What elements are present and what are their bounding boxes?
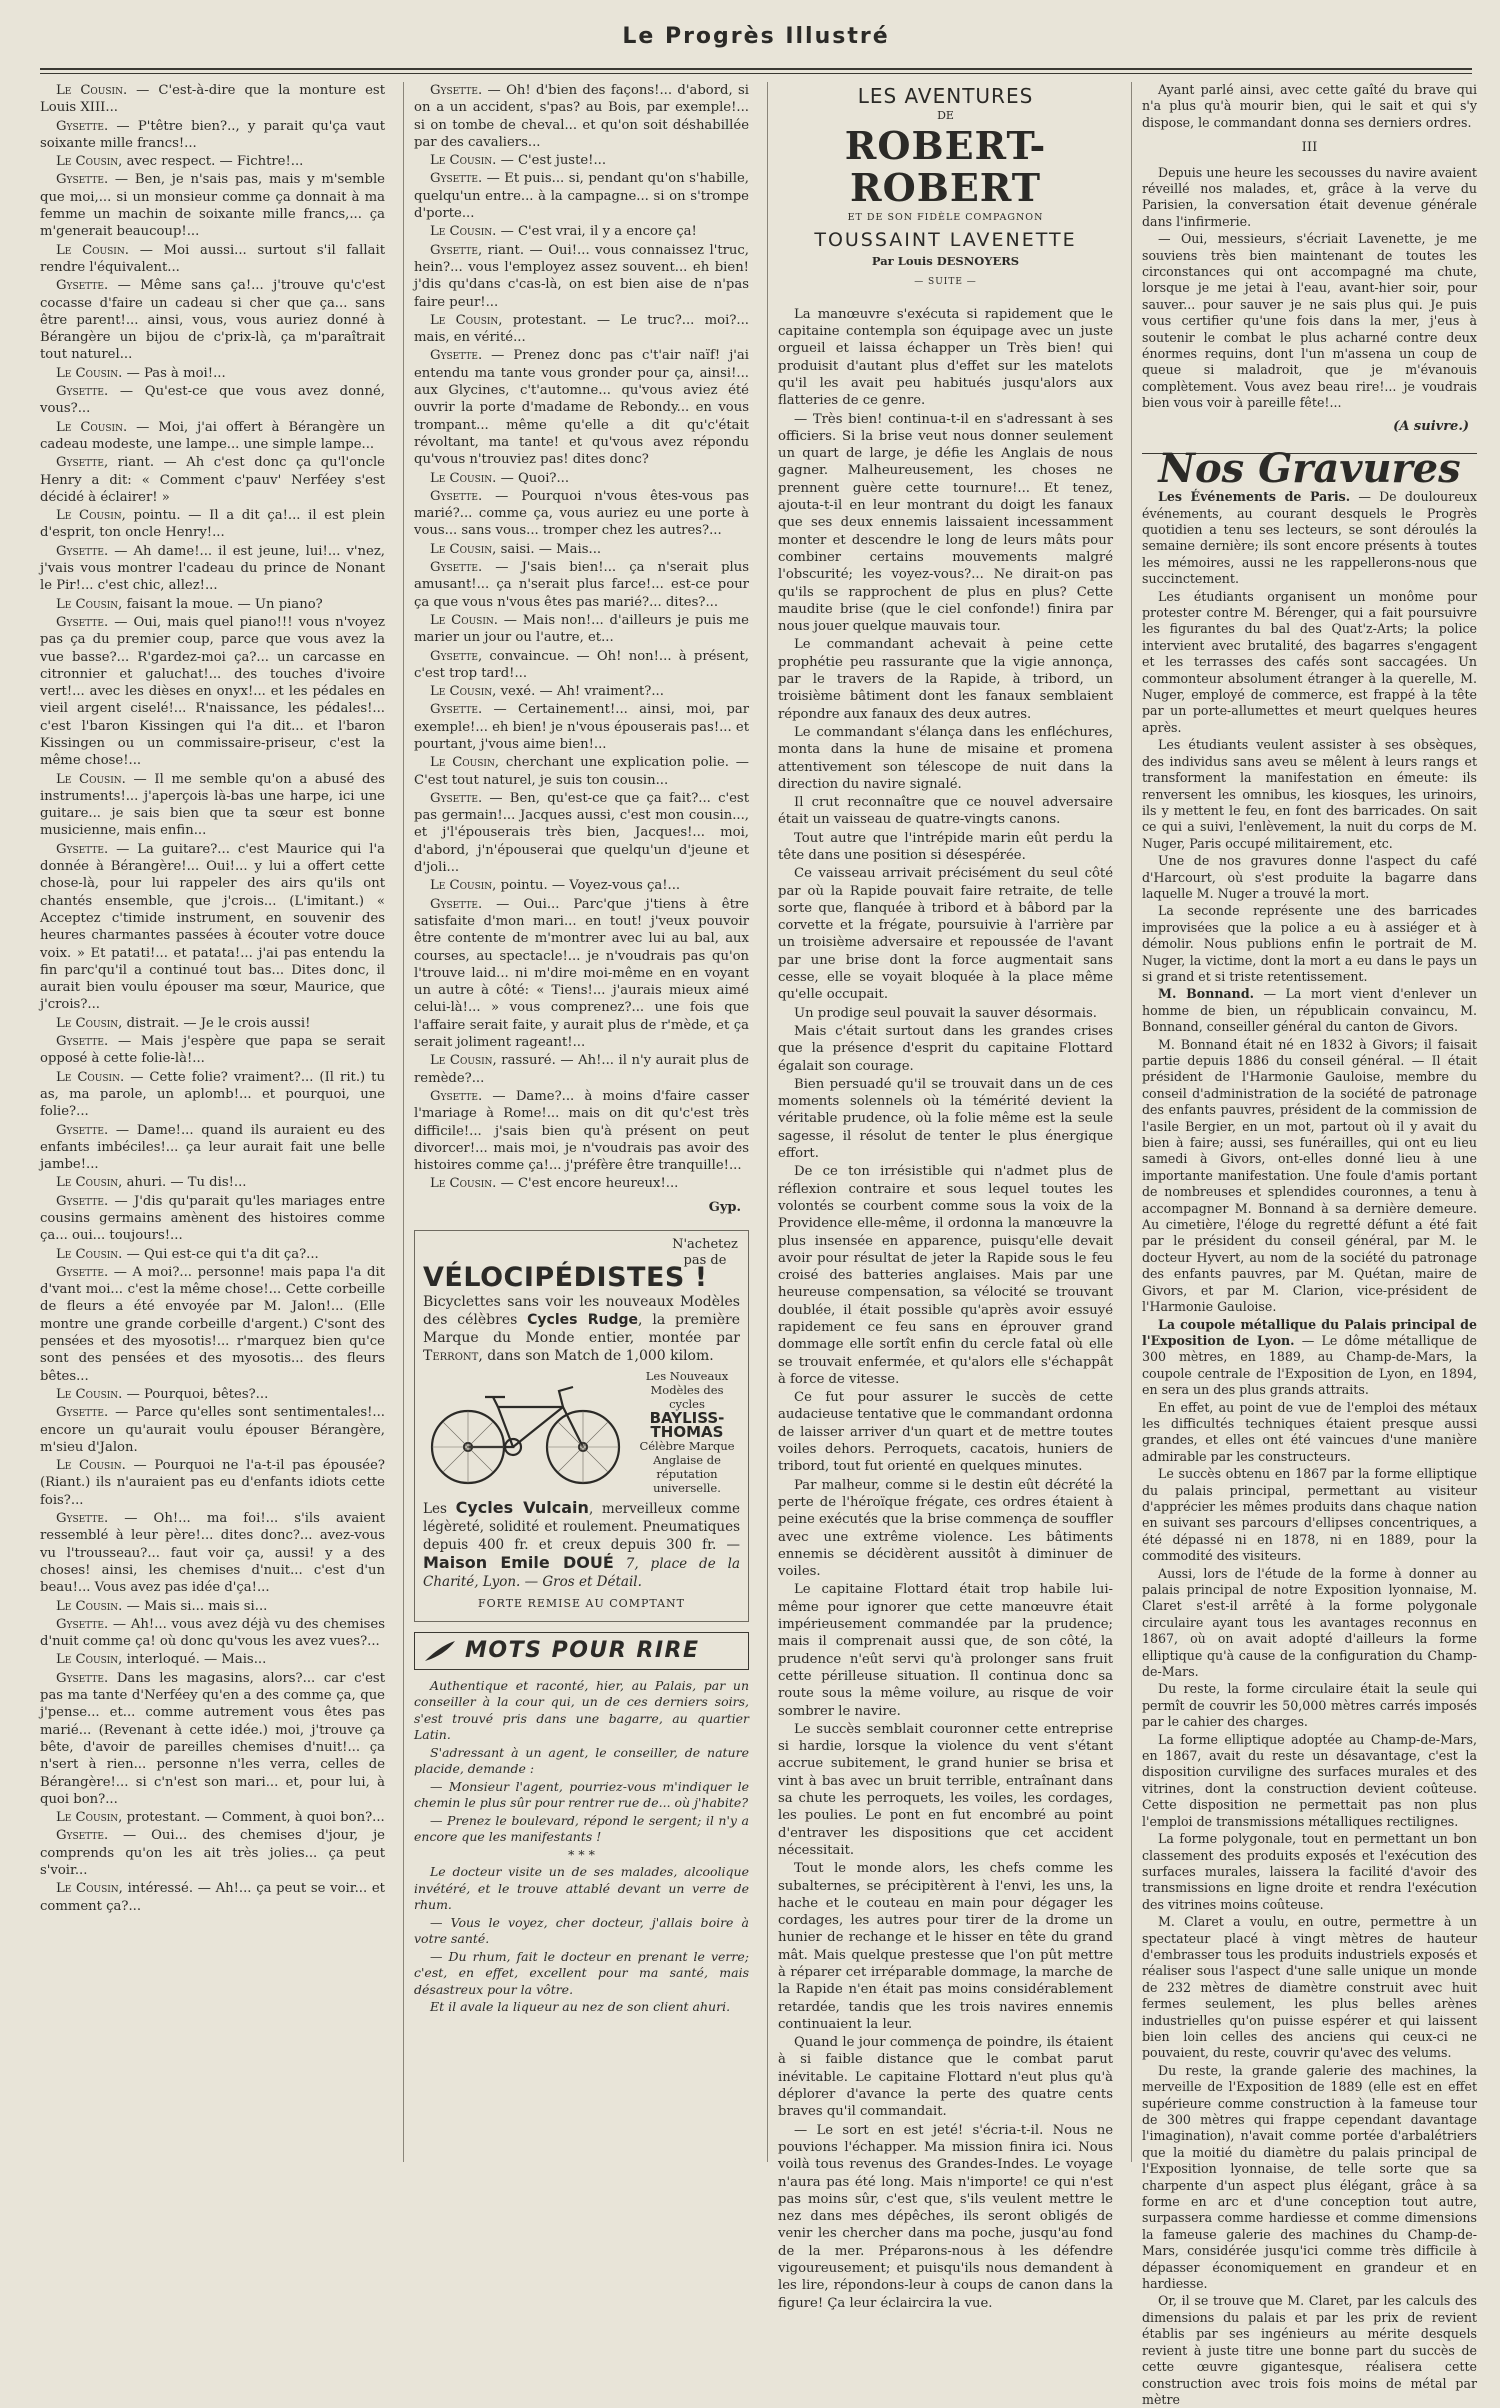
dialogue-line [414, 559, 749, 611]
speech-text: — Parce qu'elles sont sentimentales!... encore un qu'aurait voulu épouser Bérangère, m'sieu d'Jalon. [40, 1405, 385, 1455]
gravure-text: Le succès obtenu en 1867 par la forme elliptique du palais principal, permettant au visiteur d'apprécier les mêmes produits dans chaque nation en suivant ses parcours d'ellipses concentriques, a été dépassé ni en 1878, ni en 1889, pour la commodité des visiteurs. [1142, 1466, 1477, 1564]
feuilleton-text [778, 306, 1113, 2312]
speaker-name: Le Cousin. [430, 612, 498, 628]
speaker-name: Gysette. [430, 896, 483, 912]
dialogue-line [40, 1880, 385, 1915]
speaker-name: Le Cousin. [56, 83, 128, 98]
speaker-name: Gysette. [56, 841, 109, 857]
gravure-paragraph [1142, 2063, 1477, 2293]
chapter-number: III [1301, 140, 1318, 156]
speaker-name: Le Cousin, [56, 1881, 123, 1897]
speaker-name: Gysette, [56, 455, 109, 471]
dialogue-line [40, 1246, 385, 1263]
dialogue-continued [414, 82, 749, 1193]
speech-text: — C'est encore heureux!... [496, 1176, 679, 1192]
speech-text: convaincue. — Oh! non!... à présent, c'est trop tard!... [414, 648, 749, 681]
gravure-paragraph [1142, 986, 1477, 1035]
speaker-name: Gysette. [56, 172, 109, 188]
dialogue-line [414, 1175, 749, 1192]
gravure-heading: M. Bonnand. [1158, 986, 1255, 1002]
speaker-name: Le Cousin, [430, 684, 497, 700]
gravure-paragraph [1142, 1466, 1477, 1564]
dialogue-line [414, 1052, 749, 1087]
bicycle-advertisement [414, 1230, 749, 1622]
dialogue-line [40, 153, 385, 170]
gravure-text: M. Claret a voulu, en outre, permettre à un spectateur placé à vingt mètres de hauteur d'embrasser tous les produits industriels exposés et réaliser sous l'aspect d'une salle unique un monde de 232 mètres de diamètre construit avec huit fermes seulement, les plus belles arènes industrielles qu'on puisse espérer et qui laissent bien loin celles des anciens qui ceux-ci ne pouvaient, du reste, couvrir qu'avec des velums. [1142, 1914, 1477, 2061]
speech-text: — La guitare?... c'est Maurice qui l'a donnée à Bérangère!... Oui!... y lui a offert cette chose-là, pour lui rappeler des airs qu'ils ont chantés ensemble, que j'crois... (L'imitant.) « Acceptez c'timide instrument, en souvenir des heures charmantes passées à écouter votre douce voix. » Et patati!... et patata!... j'ai pas entendu la fin parc'qu'il a continué tout bas... Dites donc, il aurait bien voulu épouser ma sœur, Maurice, que j'crois?... [40, 841, 385, 1013]
speech-text: — C'est juste!... [496, 153, 607, 169]
story-paragraph: Quand le jour commença de poindre, ils étaient à si faible distance que le combat parut inévitable. Le capitaine Flottard n'eut plus qu'à déplorer d'avance la perte des quatre cents braves qu'il commandait. [778, 2035, 1113, 2120]
bicycle-illustration [423, 1377, 628, 1487]
speech-text: — Pas à moi!... [122, 365, 226, 381]
dialogue-line [40, 596, 385, 613]
dialogue-line [414, 612, 749, 647]
dialogue-line [40, 1616, 385, 1651]
ad-foot-1: Les [423, 1501, 447, 1518]
gravure-heading: Les Événements de Paris. [1158, 489, 1351, 505]
speech-text: — Ah!... vous avez déjà vu des chemises d'nuit comme ça! où donc qu'vous les avez vues?... [40, 1616, 385, 1650]
story-paragraph: Le commandant s'élança dans les enfléchures, monta dans la hune de misaine et promena attentivement son télescope de nuit dans la direction du navire signalé. [778, 724, 1113, 792]
speech-text: — Oui, mais quel piano!!! vous n'voyez pas ça du premier coup, parce que vous avez la vue basse?... R'gardez-moi ça?... un carcasse en citronnier et galuchat!... des touches d'ivoire vert!... avec les dièses en onyx!... et les pédales en vieil argent ciselé!... R'naissance, les pédales!... c'est l'baron Kissingen qui l'a dit... et l'baron Kissingen ou un commissaire-priseur, c'est la même chose!... [40, 614, 385, 769]
speech-text: — C'est vrai, il y a encore ça! [496, 224, 697, 240]
speaker-name: Le Cousin, [56, 1810, 123, 1826]
speech-text: pointu. — Il a dit ça!... il est plein d'esprit, ton oncle Henry!... [40, 508, 385, 541]
speech-text: interloqué. — Mais... [122, 1652, 267, 1668]
speaker-name: Gysette. [430, 488, 483, 504]
joke-paragraph: — Prenez le boulevard, répond le sergent; il n'y a encore que les manifestants ! [414, 1812, 749, 1845]
joke-paragraph: — Monsieur l'agent, pourriez-vous m'indiquer le chemin le plus sûr pour rentrer rue de... où j'habite? [414, 1778, 749, 1811]
speech-text: — Oh!... ma foi!... s'ils avaient ressemblé à leur père!... dites donc?... avez-vous vu l'trousseau?... faut voir ça, aussi! y a des choses! ainsi, les chemises d'nuit... c'est d'un beau!... Vous avez pas idée d'ça!... [40, 1511, 385, 1596]
speech-text: — Moi, j'ai offert à Bérangère un cadeau modeste, une lampe... une simple lampe... [40, 419, 385, 452]
speech-text: — Cette folie? vraiment?... (Il rit.) tu as, ma parole, un aplomb!... et pourquoi, une folie?... [40, 1069, 385, 1120]
speech-text: — Qui est-ce qui t'a dit ça?... [122, 1246, 319, 1262]
dialogue-line [40, 1386, 385, 1403]
gravure-text: — La mort vient d'enlever un homme de bien, un républicain convaincu, M. Bonnand, conseiller général du canton de Givors. [1142, 986, 1477, 1035]
gravure-text: La forme polygonale, tout en permettant un bon classement des produits exposés et l'exécution des surfaces murales, laissera la facilité d'avoir des transmissions en ligne droite et rendra l'exécution des vitrines moins coûteuse. [1142, 1831, 1477, 1912]
speaker-name: Gysette. [430, 1088, 483, 1104]
dialogue-line [40, 614, 385, 770]
speaker-name: Le Cousin. [56, 1458, 126, 1474]
dialogue-line [414, 242, 749, 311]
story-paragraph: Le capitaine Flottard était trop habile lui-même pour ignorer que cette manœuvre était impérieusement commandée par la prudence; mais il comprenait aussi que, de son côté, la prudence n'eût servi qu'à prolonger sans fruit cette périlleuse situation. Il continua donc sa route sous la même voilure, au risque de voir sombrer le navire. [778, 1582, 1113, 1719]
dialogue-line [40, 365, 385, 382]
gravure-paragraph [1142, 1566, 1477, 1681]
story-paragraph: La manœuvre s'exécuta si rapidement que le capitaine contempla son équipage avec un juste orgueil et laissa échapper un Très bien! qui produisit d'autant plus d'effet sur les matelots qu'il les avait peu habitués jusqu'alors aux flatteries de ce genre. [778, 306, 1113, 409]
joke-paragraph: * * * [568, 1846, 595, 1862]
speaker-name: Gysette, [430, 242, 483, 258]
speech-text: — Même sans ça!... j'trouve qu'c'est cocasse d'faire un cadeau si cher que ça... sans être parent!... ainsi, vous, vous auriez donné à Bérangère un bijou de c'prix-là, ça m'paraîtrait tout naturel... [40, 278, 385, 363]
speech-text: — Dame!... quand ils auraient eu des enfants imbéciles!... ça leur aurait fait une belle jambe!... [40, 1122, 385, 1173]
dialogue-line [40, 1193, 385, 1245]
dialogue-line [414, 896, 749, 1052]
speaker-name: Le Cousin. [56, 1069, 125, 1085]
feuilleton-header [778, 84, 1113, 292]
ad-brand-vulcain: Cycles Vulcain [455, 1498, 589, 1518]
dialogue-line [414, 223, 749, 240]
speaker-name: Le Cousin, [56, 596, 123, 612]
speech-text: — Qu'est-ce que vous avez donné, vous?... [40, 384, 385, 417]
story-paragraph: De ce ton irrésistible qui n'admet plus de réflexion contraire et sous lequel toutes les volontés se courbent comme sous la voix de la Providence elle-même, il ordonna la manœuvre la plus insensée en apparence, puisqu'elle devait avoir pour résultat de jeter la Rapide sous le feu croisé des batteries anglaises. Mais par une heureuse compensation, sa vélocité se trouvant doublée, il était possible qu'après avoir essuyé rapidement ce feu sans en éprouver grand dommage elle sortît enfin du cercle fatal où elle se trouvait enfermée, et qu'alors elle s'échappât à force de vitesse. [778, 1164, 1113, 1387]
column-dialogue-1 [40, 82, 385, 2162]
gravure-text: La forme elliptique adoptée au Champ-de-Mars, en 1867, avait du reste un désavantage, c'est la disposition curviligne des surfaces murales et des vitrines, dont la construction devient coûteuse. Cette disposition ne permettait pas non plus l'emploi de transmissions métalliques rectilignes. [1142, 1731, 1477, 1829]
story-paragraph: Il crut reconnaître que ce nouvel adversaire était un vaisseau de quatre-vingts canons. [778, 795, 1113, 828]
gravure-paragraph [1142, 853, 1477, 902]
speaker-name: Gysette. [56, 1511, 109, 1527]
dialogue-line [414, 1088, 749, 1174]
gravure-text: Les étudiants organisent un monôme pour protester contre M. Bérenger, qui a fait poursuivre les figurantes du bal des Quat'z-Arts; la police intervient avec brutalité, des bagarres s'engagent et les terrasses des cafés sont saccagées. Un commonteur absolument étranger à la querelle, M. Nuger, employé de commerce, est frappé à la tête par un porte-allumettes et meurt quelques heures après. [1142, 588, 1477, 735]
dialogue-line [40, 543, 385, 595]
nos-gravures-heading: Nos Gravures [1142, 453, 1477, 477]
dialogue-line [40, 1069, 385, 1121]
feuilleton-line-1: LES AVENTURES [857, 84, 1034, 108]
dialogue-line [40, 1827, 385, 1879]
story-paragraph: Ayant parlé ainsi, avec cette gaîté du brave qui n'a plus qu'à mourir bien, qui le sait et qui s'y dispose, le commandant donna ses derniers ordres. [1142, 82, 1477, 130]
dialogue-line [40, 383, 385, 418]
gravure-paragraph [1142, 1914, 1477, 2062]
ad-right-desc: Célèbre Marque Anglaise de réputation universelle. [639, 1439, 735, 1496]
dialogue-line [40, 277, 385, 363]
joke-paragraph: — Du rhum, fait le docteur en prenant le verre; c'est, en effet, excellent pour ma santé, mais désastreux pour la vôtre. [414, 1948, 749, 1997]
gravure-text: Or, il se trouve que M. Claret, par les calculs des dimensions du palais et par les prix de revient établis par ses ingénieurs au mérite desquels revient à juste titre une bonne part du succès de cette œuvre gigantesque, réalisera cette construction avec trois fois moins de métal par mètre [1142, 2293, 1477, 2407]
speaker-name: Gysette. [56, 1264, 109, 1280]
dialogue-line [414, 347, 749, 468]
speaker-name: Gysette. [430, 702, 483, 718]
speaker-name: Gysette. [430, 83, 483, 98]
story-paragraph: — Le sort en est jeté! s'écria-t-il. Nous ne pouvions l'échapper. Ma mission finira ici. Nous voilà tous revenus des Grandes-Indes. Le voyage n'aura pas été long. Mais n'importe! ce qui n'est pas moins sûr, c'est que, s'ils veulent mettre le nez dans mes dépêches, ils seront obligés de venir les chercher dans ma poche, jusqu'au fond de la mer. Préparons-nous à les défendre vigoureusement; et puisqu'ils nous demandent à les lire, répondons-leur à coups de canon dans la figure! Ça leur éclaircira la vue. [778, 2122, 1113, 2311]
speech-text: — A moi?... personne! mais papa l'a dit d'vant moi... c'est la même chose!... Cette corbeille de fleurs a été envoyée par M. Jalon!... (Elle montre une grande corbeille d'argent.) C'sont des pensées et des myosotis!... r'marquez bien qu'ce sont des pensées et des myosotis... des fleurs bêtes... [40, 1264, 385, 1384]
speaker-name: Le Cousin, [56, 1652, 123, 1668]
story-paragraph: Un prodige seul pouvait la sauver désormais. [794, 1005, 1097, 1021]
gravure-text: La seconde représente une des barricades improvisées que la police a eu à assiéger et à démolir. Nous publions enfin le portrait de M. Nuger, la victime, dont la mort a eu dans le pays un si grand et si triste retentissement. [1142, 903, 1477, 984]
gravure-paragraph [1142, 589, 1477, 737]
ad-rider: Terront [423, 1348, 479, 1365]
joke-paragraph: — Vous le voyez, cher docteur, j'allais boire à votre santé. [414, 1914, 749, 1947]
feuilleton-line-2: DE [937, 109, 954, 123]
dialogue-line [414, 470, 749, 487]
speech-text: — Il me semble qu'on a abusé des instruments!... j'aperçois là-bas une harpe, ici une guitare... je sais bien que ta sœur est bonne musicienne, mais enfin... [40, 771, 385, 839]
speaker-name: Le Cousin, [430, 755, 500, 771]
dialogue-line [414, 170, 749, 222]
speaker-name: Le Cousin. [56, 242, 129, 258]
dialogue-line [414, 701, 749, 753]
story-paragraph: Tout le monde alors, les chefs comme les subalternes, se précipitèrent à l'envi, les uns, la hache et le couteau en main pour dégager les cordages, les autres pour tirer de la drome un hunier de rechange et le hisser en tête du grand mât. Mais quelque prestesse que l'on pût mettre à réparer cet irréparable dommage, la marche de la Rapide n'en était pas moins considérablement retardée, tandis que les trois navires ennemis continuaient la leur. [778, 1861, 1113, 2032]
masthead: Le Progrès Illustré [622, 24, 890, 49]
speech-text: — Oui... Parc'que j'tiens à être satisfaite d'mon mari... en tout! j'veux pouvoir être contente de m'montrer avec lui au bal, aux courses, au spectacle!... je n'voudrais pas qu'on l'trouve laid... ni m'dire moi-même en en voyant un autre à côté: « Tiens!... j'aurais mieux aimé celui-là!... » vous comprenez?... une fois que l'affaire serait faite, y aurait plus de r'mède, et ça serait joliment rageant!... [414, 896, 749, 1051]
gravure-text: Aussi, lors de l'étude de la forme à donner au palais principal de notre Exposition lyonnaise, M. Claret s'est-il arrêté à la forme polygonale circulaire ayant tous les avantages reconnus en 1867, où on avait adopté d'ailleurs la forme elliptique qu'à cause de la configuration du Champ-de-Mars. [1142, 1565, 1477, 1680]
dialogue-line [40, 1015, 385, 1032]
columns [40, 82, 1477, 2407]
speech-text: protestant. — Comment, à quoi bon?... [122, 1810, 385, 1826]
dialogue-line [414, 312, 749, 347]
dialogue-line [40, 1264, 385, 1385]
speech-text: intéressé. — Ah!... ça peut se voir... et comment ça?... [40, 1881, 385, 1914]
speaker-name: Gysette. [430, 560, 483, 576]
speech-text: — Moi aussi... surtout s'il fallait rendre l'équivalent... [40, 242, 385, 275]
dialogue-line [414, 488, 749, 540]
speaker-name: Gysette. [56, 1193, 109, 1209]
dialogue-line [40, 507, 385, 542]
speech-text: — Pourquoi ne l'a-t-il pas épousée? (Riant.) ils n'auraient pas eu d'enfants idiots cette fois?... [40, 1458, 385, 1508]
speaker-name: Le Cousin. [430, 470, 497, 486]
gravure-paragraph [1142, 1732, 1477, 1830]
dialogue-line [40, 118, 385, 153]
ad-middle [423, 1369, 740, 1495]
feuilleton-line-4: ET DE SON FIDÈLE COMPAGNON [847, 211, 1044, 223]
speaker-name: Le Cousin. [430, 1176, 497, 1192]
speech-text: saisi. — Mais... [496, 541, 602, 557]
speaker-name: Gysette. [56, 1405, 109, 1421]
dialogue-line [40, 1670, 385, 1808]
speaker-name: Le Cousin, [430, 878, 497, 894]
gravure-paragraph [1142, 737, 1477, 852]
dialogue-line [414, 648, 749, 683]
column-dialogue-2 [403, 82, 749, 2162]
gravure-paragraph [1142, 903, 1477, 985]
gravure-paragraph [1142, 2293, 1477, 2408]
column-gravures [1131, 82, 1477, 2407]
speaker-name: Gysette. [56, 614, 109, 630]
story-paragraph: — Très bien! continua-t-il en s'adressant à ses officiers. Si la brise veut nous donner seulement un quart de large, je défie les Anglais de nous gagner. Malheureusement, les choses ne prennent guère cette tournure!... Et tenez, ajouta-t-il en leur montrant du doigt les fanaux que ses deux ennemis laissaient incessamment monter et descendre le long de leurs mâts pour combiner certains mouvements malgré l'obscurité; les voyez-vous?... Ne dirait-on pas qu'ils se rapprochent de plus en plus? Cette maudite brise (que le ciel confonde!) finira par nous jouer quelque mauvais tour. [778, 411, 1113, 635]
dialogue-line [40, 242, 385, 277]
gravure-text: En effet, au point de vue de l'emploi des métaux les difficultés techniques étaient presque aussi grandes, et elles ont été vaincues d'une manière admirable par les constructeurs. [1142, 1399, 1477, 1464]
ad-right-intro: Les Nouveaux Modèles des cycles [645, 1369, 729, 1412]
ad-line-1: Bicyclettes sans voir les nouveaux Modèles des célèbres [423, 1294, 740, 1329]
speech-text: — Mais si... mais si... [122, 1598, 268, 1614]
speech-text: cherchant une explication polie. — C'est tout naturel, je suis ton cousin... [414, 755, 749, 788]
column-feuilleton [767, 82, 1113, 2311]
dialogue-line [40, 1457, 385, 1509]
dialogue-line [414, 683, 749, 700]
gravure-paragraph [1142, 1317, 1477, 1399]
story-paragraph: Par malheur, comme si le destin eût décrété la perte de l'héroïque frégate, ces ordres étaient à peine exécutés que la brise commença de souffler avec une extrême violence. Les bâtiments ennemis se décidèrent aussitôt à diminuer de voiles. [778, 1477, 1113, 1580]
ad-line-2: , la première Marque du Monde entier, montée par [423, 1312, 740, 1347]
speaker-name: Le Cousin, [430, 1053, 497, 1069]
dialogue-line [414, 754, 749, 789]
story-paragraph: Bien persuadé qu'il se trouvait dans un de ces moments solennels où la témérité devient la véritable prudence, où la folie même est la seule sagesse, il résolut de tenter le plus énergique effort. [778, 1076, 1113, 1162]
speech-text: — Ah dame!... il est jeune, lui!... v'nez, j'vais vous montrer l'cadeau du prince de Nonant le Pir!... c'est chic, allez!... [40, 543, 385, 594]
speech-text: — Et puis... si, pendant qu'on s'habille, quelqu'un entre... à la campagne... si on s'trompe d'porte... [414, 171, 749, 222]
author-signature: Gyp. [708, 1199, 741, 1215]
speaker-name: Le Cousin. [56, 1246, 123, 1262]
speaker-name: Le Cousin, [56, 1175, 123, 1191]
speech-text: vexé. — Ah! vraiment?... [496, 684, 664, 700]
speaker-name: Gysette. [56, 278, 109, 294]
gravures-text [1142, 489, 1477, 2408]
speech-text: — J'dis qu'parait qu'les mariages entre cousins germains amènent des histoires comme ça... oui... toujours!... [40, 1193, 385, 1244]
speaker-name: Le Cousin. [56, 1386, 123, 1402]
gravure-paragraph [1142, 1400, 1477, 1466]
speech-text: — Mais j'espère que papa se serait opposé à cette folie-là!... [40, 1034, 385, 1067]
joke-paragraph: S'adressant à un agent, le conseiller, de nature placide, demande : [414, 1744, 749, 1777]
speaker-name: Le Cousin. [56, 419, 128, 435]
dialogue-line [40, 841, 385, 1014]
dialogue-line [40, 171, 385, 240]
speech-text: rassuré. — Ah!... il n'y aurait plus de remède?... [414, 1053, 749, 1086]
story-paragraph: Tout autre que l'intrépide marin eût perdu la tête dans une position si désespérée. [778, 830, 1113, 863]
speaker-name: Gysette. [430, 348, 483, 364]
ad-footer [423, 1499, 740, 1591]
speech-text: distrait. — Je le crois aussi! [122, 1015, 311, 1031]
dialogue-line [40, 1033, 385, 1068]
gravure-text: — De douloureux événements, au courant desquels le Progrès quotidien a tenu ses lecteurs, se sont déroulés la semaine dernière; ils sont encore présents à toutes les mémoires, aussi ne les rappellerons-nous que succinctement. [1142, 489, 1477, 587]
gravure-heading: La coupole métallique du Palais principal de l'Exposition de Lyon. [1142, 1316, 1477, 1348]
dialogue-line [40, 419, 385, 454]
dialogue-line [414, 541, 749, 558]
story-paragraph: — Oui, messieurs, s'écriait Lavenette, je me souviens très bien maintenant de toutes les circonstances qui ont accompagné ma chute, lorsque je me jetai à l'eau, avant-hier soir, pour sauver... pour sauver je ne sais plus qui. Je puis vous certifier qu'une fois dans la mer, j'eus à soutenir le combat le plus acharné contre deux énormes requins, dont l'un m'assena un coup de queue si maladroit, que je m'évanouis complètement. Vous avez beau rire!... je voudrais bien vous voir à pareille fête!... [1142, 231, 1477, 411]
speaker-name: Gysette. [56, 1670, 109, 1686]
gravure-text: Les étudiants veulent assister à ses obsèques, des individus sans aveu se mêlent à leurs rangs et transforment la manifestation en émeute: ils renversent les omnibus, les kiosques, les urinoirs, ils y mettent le feu, en font des barricades. On sait ce qui a suivi, l'enlèvement, la nuit du corps de M. Nuger, Paris occupé militairement, etc. [1142, 737, 1477, 851]
feuilleton-author: Par Louis DESNOYERS [871, 254, 1020, 269]
dialogue-line [40, 771, 385, 840]
speaker-name: Le Cousin. [56, 365, 123, 381]
speaker-name: Gysette. [56, 1828, 109, 1844]
gravure-text: M. Bonnand était né en 1832 à Givors; il faisait partie depuis 1886 du conseil général. — Il était président de l'Harmonie Gauloise, membre du conseil d'administration de la société de patronage des enfants pauvres, président de la commission de l'asile Bergier, en un mot, partout où il y avait du bien à faire; aussi, ses funérailles, qui ont eu lieu samedi à Givors, ont-elles donné lieu à une importante manifestation. Une foule d'amis portant de nombreuses et splendides couronnes, a tenu à accompagner M. Bonnand à sa dernière demeure. Au cimetière, l'éloge du regretté défunt a été fait par le président du conseil général, par M. le docteur Hyvert, au nom de la société du patronage des enfants pauvres, par M. Quétan, maire de Givors, et par M. Clarion, vice-président de l'Harmonie Gauloise. [1142, 1036, 1477, 1315]
story-paragraph: Ce fut pour assurer le succès de cette audacieuse tentative que le commandant ordonna de laisser arriver d'un quart et de mettre toutes voiles dehors. Perroquets, cacatois, huniers de tribord, tout fut orienté en quelques minutes. [778, 1390, 1113, 1475]
ad-brand-bayliss: BAYLISS-THOMAS [649, 1409, 725, 1442]
joke-paragraph: Le docteur visite un de ses malades, alcoolique invétéré, et le trouve attablé devant un verre de rhum. [414, 1864, 749, 1913]
ad-bayliss [634, 1369, 740, 1495]
dialogue-line [414, 82, 749, 151]
mots-pour-rire-banner [414, 1632, 749, 1670]
dialogue-line [414, 877, 749, 894]
speaker-name: Gysette. [56, 1122, 109, 1138]
dialogue-line [40, 1598, 385, 1615]
speech-text: faisant la moue. — Un piano? [122, 596, 323, 612]
gravure-text: Du reste, la grande galerie des machines, la merveille de l'Exposition de 1889 (elle est en effet supérieure comme construction à la fameuse tour de 300 mètres qui frappe cependant davantage l'imagination), n'avait comme portée d'arbalétriers que la moitié du diamètre du palais principal de l'Exposition lyonnaise, de telle sorte que sa charpente d'un aspect plus élégant, grâce à sa forme en arc et d'une conception tout autre, surpassera comme hardiesse et comme dimensions la fameuse galerie des machines du Champ-de-Mars, considérée jusqu'ici comme très difficile à dépasser économiquement en grandeur et en hardiesse. [1142, 2062, 1477, 2292]
speaker-name: Le Cousin, [430, 541, 497, 557]
joke-paragraph: Et il avale la liqueur au nez de son client ahuri. [430, 1999, 731, 2015]
feuilleton-chapter-text [1142, 165, 1477, 412]
ad-line-3: , dans son Match de 1,000 kilom. [478, 1348, 714, 1365]
dialogue-line [40, 454, 385, 506]
speaker-name: Gysette, [430, 648, 483, 664]
feuilleton-title: ROBERT-ROBERT [844, 122, 1047, 210]
speech-text: — Oui... des chemises d'jour, je comprends qu'on les ait très jolies... ça peut s'voir... [40, 1828, 385, 1878]
dialogue-line [414, 152, 749, 169]
joke-paragraph: Authentique et raconté, hier, au Palais, par un conseiller à la cour qui, un de ces derniers soirs, s'est trouvé pris dans une bagarre, au quartier Latin. [414, 1677, 749, 1743]
dialogue-line [414, 790, 749, 876]
feuilleton-line-5: TOUSSAINT LAVENETTE [814, 228, 1077, 251]
gravure-paragraph [1142, 489, 1477, 587]
gravure-text: Du reste, la forme circulaire était la seule qui permît de couvrir les 50,000 mètres carrés imposés par le cahier des charges. [1142, 1681, 1477, 1730]
speaker-name: Gysette. [56, 1616, 109, 1632]
speaker-name: Le Cousin, [56, 1015, 123, 1031]
speech-text: — Prenez donc pas c't'air naïf! j'ai entendu ma tante vous gronder pour ça, ainsi!... aux Glycines, c't'automne... qu'vous aviez été ouvrir la porte d'madame de Rebondy... en vous trompant... même qu'elle a dit qu'c'était révoltant, ma tante! et qu'vous avez répondu qu'vous n'trouviez pas! dites donc? [414, 348, 749, 468]
speaker-name: Le Cousin, [56, 508, 126, 524]
gravure-text: — Le dôme métallique de 300 mètres, en 1889, au Champ-de-Mars, la coupole centrale de l'Exposition de Lyon, en 1894, en sera un des plus grands attraits. [1142, 1332, 1477, 1398]
speaker-name: Le Cousin. [56, 771, 126, 787]
dialogue-line [40, 1651, 385, 1668]
speech-text: — Ben, qu'est-ce que ça fait?... c'est pas germain!... Jacques aussi, c'est mon cousin..., et j'l'épouserais très bien, Jacques!... moi, d'abord, j'n'épouserai que quelqu'un d'jeune et d'joli... [414, 790, 749, 876]
mots-pour-rire-title: MOTS POUR RIRE [465, 1637, 700, 1663]
speech-text: — Pourquoi, bêtes?... [122, 1386, 269, 1402]
speaker-name: Gysette. [56, 118, 109, 134]
speaker-name: Le Cousin, [430, 312, 503, 328]
speech-text: — Certainement!... ainsi, moi, par exemple!... eh bien! je n'vous épouserais pas!... et pourtant, j'vous aime bien!... [414, 702, 749, 752]
speech-text: riant. — Ah c'est donc ça qu'l'oncle Henry a dit: « Comment c'pauv' Nerféey s'est décidé à éclairer! » [40, 455, 385, 505]
gravure-paragraph [1142, 1037, 1477, 1316]
ad-foot-3: 7, place de la Charité, Lyon. — Gros et Détail. [423, 1556, 740, 1591]
speech-text: — Ben, je n'sais pas, mais y m'semble que moi,... si un monsieur comme ça donnait à ma femme un machin de soixante mille francs,... ça m'generait beaucoup!... [40, 172, 385, 240]
speaker-name: Gysette. [430, 790, 483, 806]
speech-text: — J'sais bien!... ça n'serait plus amusant!... ça n'serait plus farce!... est-ce pour ça que vous n'vous êtes pas marié?... dites?... [414, 560, 749, 610]
ad-shop: Maison Emile DOUÉ [423, 1553, 614, 1573]
speaker-name: Le Cousin. [430, 153, 497, 169]
ad-title: VÉLOCIPÉDISTES ! [423, 1262, 708, 1293]
speech-text: — Pourquoi n'vous êtes-vous pas marié?... comme ça, vous auriez eu une porte à vous... sans vous... tromper chez les autres?... [414, 488, 749, 539]
dialogue-line [40, 1404, 385, 1456]
speech-text: Dans les magasins, alors?... car c'est pas ma tante d'Nerféey qu'en a des comme ça, que j'pense... et... comme autrement vous êtes pas marié... (Revenant à cette idée.) moi, j'trouve ça bête, d'avoir de pareilles chemises d'nuit!... ça n'sert à rien... personne n'les verra, celles de Bérangère!... si c'n'est son mari... et, pour lui, à quoi bon?... [40, 1670, 385, 1807]
story-paragraph: Depuis une heure les secousses du navire avaient réveillé nos malades, et, grâce à la verve du Parisien, la conversation était devenue générale dans l'infirmerie. [1142, 164, 1477, 229]
speaker-name: Le Cousin. [56, 1598, 123, 1614]
dialogue-line [40, 1510, 385, 1596]
speech-text: avec respect. — Fichtre!... [122, 154, 304, 170]
speech-text: riant. — Oui!... vous connaissez l'truc, hein?... vous l'employez assez souvent... eh bien! j'dis qu'dans c'cas-là, on est bien aise de n'pas faire peur!... [414, 242, 749, 310]
ad-brand-rudge: Cycles Rudge [527, 1312, 639, 1329]
dialogue-line [40, 1809, 385, 1826]
mots-pour-rire-text [414, 1678, 749, 2016]
dialogue-line [40, 82, 385, 117]
speech-text: protestant. — Le truc?... moi?... mais, en vérité... [414, 312, 749, 346]
story-paragraph: Le commandant achevait à peine cette prophétie peu rassurante que la vigie annonça, par le travers de la Rapide, à tribord, un troisième bâtiment dont les fanaux semblaient répondre aux fanaux des deux autres. [778, 637, 1113, 722]
ad-body [423, 1293, 740, 1365]
quill-icon [423, 1639, 457, 1663]
feuilleton-suite: — SUITE — [914, 277, 977, 288]
speech-text: — Quoi?... [496, 470, 570, 486]
speaker-name: Le Cousin. [430, 224, 497, 240]
story-paragraph: Le succès semblait couronner cette entreprise si hardie, lorsque la violence du vent s'étant accrue subitement, le grand hunier se brisa et vint à bas avec un bruit terrible, entraînant dans sa chute les perroquets, les voiles, les cordages, les poulies. Le pont en fut encombré au point d'entraver les dispositions que cet accident nécessitait. [778, 1721, 1113, 1858]
speaker-name: Gysette. [430, 171, 483, 187]
speech-text: — Dame?... à moins d'faire casser l'mariage à Rome!... mais on dit qu'c'est très difficile!... j'sais bien qu'à présent on peut divorcer!... mais moi, je n'voudrais pas avoir des histoires comme ça!... j'préfère être tranquille!... [414, 1088, 749, 1174]
feuilleton-ending [1142, 82, 1477, 131]
speaker-name: Gysette. [56, 1034, 109, 1050]
ad-foot-2: , merveilleux comme légèreté, solidité et roulement. Pneumatiques depuis 400 fr. et creux depuis 300 fr. — [423, 1501, 741, 1554]
speech-text: — P'têtre bien?.., y parait qu'ça vaut soixante mille francs!... [40, 118, 385, 151]
speech-text: — Oh! d'bien des façons!... d'abord, si on a un accident, s'pas? au Bois, par exemple!... si on tombe de cheval... et qu'on soit déshabillée par des cavaliers... [414, 83, 749, 150]
speaker-name: Le Cousin, [56, 154, 123, 170]
story-paragraph: Ce vaisseau arrivait précisément du seul côté par où la Rapide pouvait faire retraite, de telle sorte que, flanquée à tribord et à bâbord par la corvette et la frégate, poursuivie à l'arrière par un troisième adversaire et repoussée de l'avant par une brise dont la force augmentait sans cesse, elle se voyait bloquée à la place même qu'elle occupait. [778, 866, 1113, 1003]
speech-text: ahuri. — Tu dis!... [122, 1175, 247, 1191]
gravure-paragraph [1142, 1831, 1477, 1913]
dialogue-line [40, 1174, 385, 1191]
speech-text: — Mais non!... d'ailleurs je puis me marier un jour ou l'autre, et... [414, 612, 749, 646]
speaker-name: Gysette. [56, 543, 109, 559]
gravure-text: Une de nos gravures donne l'aspect du café d'Harcourt, où s'est produite la bagarre dans laquelle M. Nuger a trouvé la mort. [1142, 853, 1477, 901]
a-suivre: (A suivre.) [1393, 418, 1469, 434]
speech-text: — C'est-à-dire que la monture est Louis XIII... [40, 83, 385, 116]
masthead-rule-thin [40, 73, 1472, 74]
gravure-paragraph [1142, 1681, 1477, 1730]
ad-remise: FORTE REMISE AU COMPTANT [477, 1597, 686, 1611]
speaker-name: Gysette. [56, 384, 109, 400]
dialogue-line [40, 1122, 385, 1174]
masthead-rule [40, 68, 1472, 70]
ad-aside: N'achetez pas de [672, 1237, 738, 1268]
speech-text: pointu. — Voyez-vous ça!... [496, 878, 681, 894]
story-paragraph: Mais c'était surtout dans les grandes crises que la présence d'esprit du capitaine Flottard égalait son courage. [778, 1023, 1113, 1074]
